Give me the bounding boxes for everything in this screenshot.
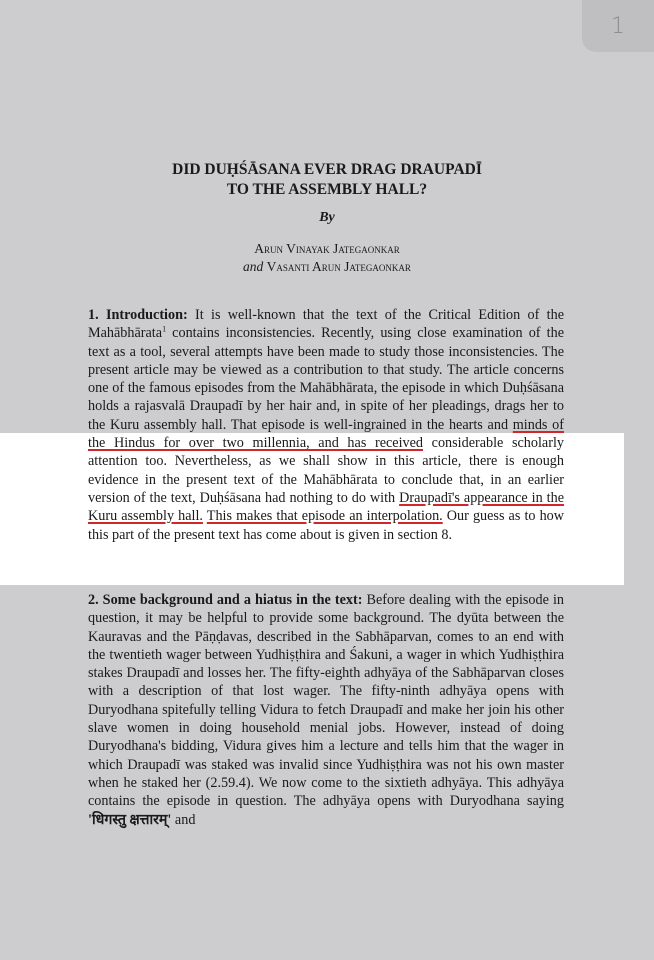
section-2-paragraph xyxy=(88,591,564,829)
footnote-marker: 1 xyxy=(162,324,167,334)
title-line-2: TO THE ASSEMBLY HALL? xyxy=(226,181,428,198)
section-2-text: Before dealing with the episode in question, it may be helpful to provide some background. The dyūta between the Kauravas and the Pāṇḍavas, described in the Sabhāparvan, comes to an end with the twentieth wager between Yudhiṣṭhira and Śakuni, a wager in which Yudhiṣṭhira stakes Draupadī and losses her. The fifty-eighth adhyāya of the Sabhāparvan closes with a description of that lost wager. The fifty-ninth adhyāya opens with Duryodhana spitefully telling Vidura to fetch Draupadī and make her join his other slave women in doing household menial jobs. However, instead of doing Duryodhana's bidding, Vidura gives him a lecture and tells him that the wager in which Draupadī was staked was invalid since Yudhiṣṭhira was not his own master when he staked her (2.59.4). We now come to the sixtieth adhyāya. This adhyāya contains the episode in question. The adhyāya opens with Duryodhana saying xyxy=(88,592,564,810)
sanskrit-quote: 'धिगस्तु क्षत्तारम्' xyxy=(88,811,172,828)
underlined-phrase-2: Draupadī's appearance in the Kuru assembly hall. xyxy=(88,489,564,525)
article-title xyxy=(0,160,654,200)
authors xyxy=(0,240,654,276)
underlined-phrase-3: This makes that episode an interpolation. xyxy=(206,508,443,525)
author-2: Vasanti Arun Jategaonkar xyxy=(266,259,411,274)
section-2-text-end: and xyxy=(171,811,196,828)
by-line: By xyxy=(319,210,335,225)
title-line-1: DID DUḤŚĀSANA EVER DRAG DRAUPADĪ xyxy=(172,161,482,178)
section-1-text-a: It is well-known that the text of the Critical Edition of the Mahābhārata xyxy=(88,307,565,342)
section-2-heading: 2. Some background and a hiatus in the text: xyxy=(88,592,363,608)
author-2-line xyxy=(0,258,654,276)
section-1-paragraph xyxy=(88,306,564,544)
page-number-badge: 1 xyxy=(582,0,654,52)
author-1: Arun Vinayak Jategaonkar xyxy=(254,241,400,256)
section-1-text-e: Our guess as to how this part of the present text has come about is given in section 8. xyxy=(88,508,565,543)
underlined-phrase-1: minds of the Hindus for over two millennia, and has received xyxy=(88,416,564,452)
section-1-text-c: considerable scholarly attention too. Nevertheless, as we shall show in this article, there is enough evidence in the present text of the Mahābhārata to conclude that, in an earlier version of the text, Duḥśāsana had nothing to do with xyxy=(88,435,564,506)
author-2-prefix: and xyxy=(243,259,264,274)
section-1-heading: 1. Introduction: xyxy=(88,307,188,323)
section-1-text-b: contains inconsistencies. Recently, using close examination of the text as a tool, several attempts have been made to study those inconsistencies. The present article may be viewed as a contribution to that study. The article concerns one of the famous episodes from the Mahābhārata, the episode in which Duḥśāsana holds a rajasvalā Draupadī by her hair and, in spite of her pleadings, drags her to the Kuru assembly hall. That episode is well-ingrained in the hearts and xyxy=(88,325,564,433)
